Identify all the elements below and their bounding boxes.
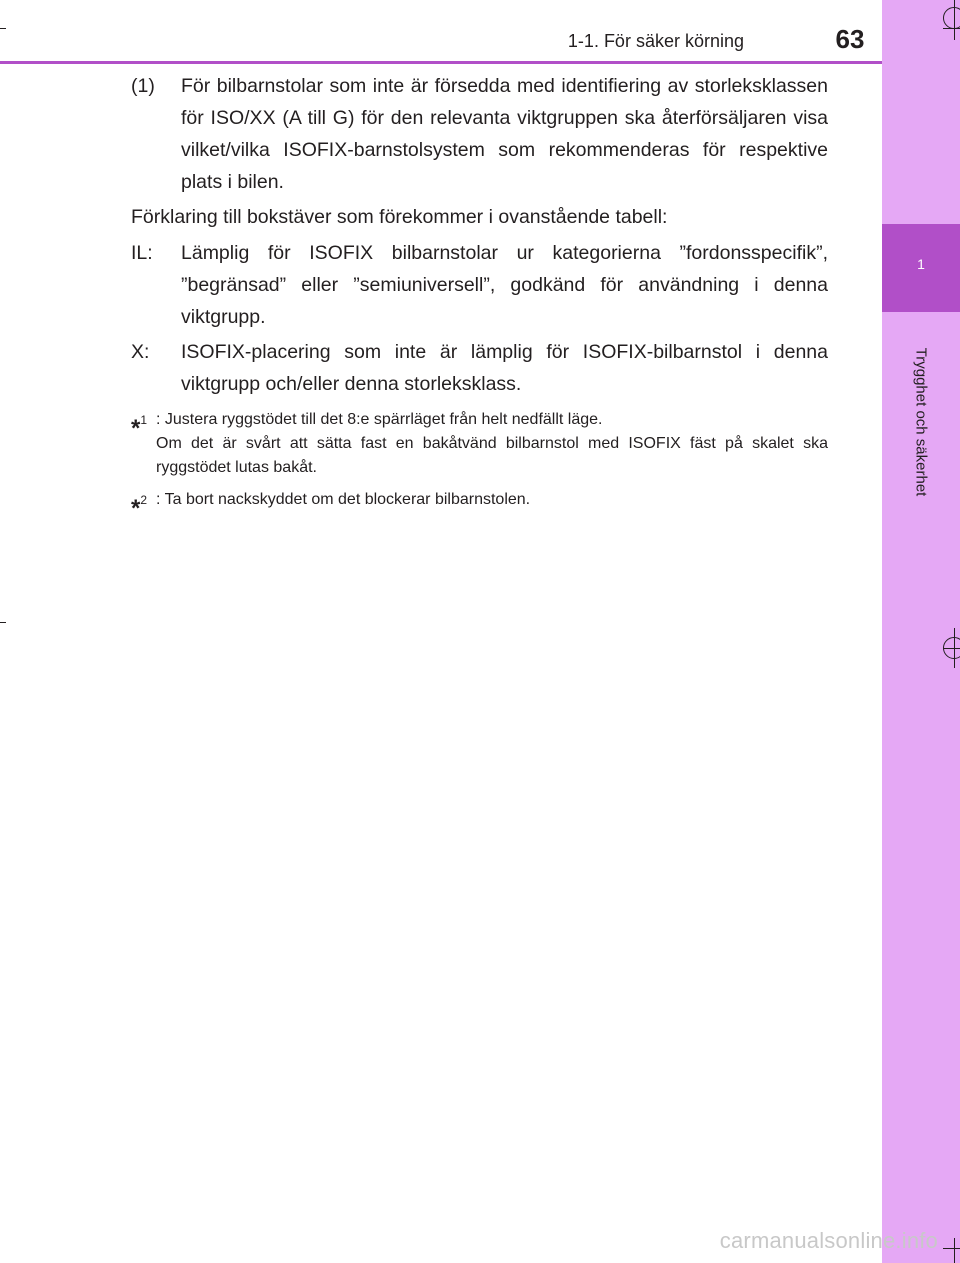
chapter-number: 1 bbox=[917, 256, 925, 272]
footnote-1 bbox=[131, 408, 828, 480]
registration-mark-icon bbox=[943, 7, 960, 29]
chapter-sidebar bbox=[882, 0, 960, 1263]
legend-il bbox=[131, 237, 828, 333]
legend-x bbox=[131, 336, 828, 400]
section-title: 1-1. För säker körning bbox=[567, 31, 744, 51]
page-number: 63 bbox=[835, 24, 865, 54]
note-1 bbox=[131, 70, 828, 198]
note-1-text: För bilbarnstolar som inte är försedda med identifiering av storleksklassen för ISO/XX (A till G) för den relevanta viktgruppen ska återförsäljaren visa vilket/vilka ISOFIX-barnstolsystem som rekommenderas för respektive plats i bilen. bbox=[181, 75, 828, 193]
footnote-2-number: 2 bbox=[140, 493, 148, 507]
legend-x-label: X: bbox=[131, 341, 150, 363]
legend-x-text: ISOFIX-placering som inte är lämplig för ISOFIX-bilbarnstol i denna viktgrupp och/eller denna storleksklass. bbox=[181, 341, 828, 395]
registration-mark-icon bbox=[943, 637, 960, 659]
footnote-2-text: : Ta bort nackskyddet om det blockerar bilbarnstolen. bbox=[156, 491, 531, 508]
chapter-tab bbox=[882, 224, 960, 312]
footnote-1-text: : Justera ryggstödet till det 8:e spärrläget från helt nedfällt läge. bbox=[156, 411, 603, 428]
footnote-1-number: 1 bbox=[140, 413, 148, 427]
watermark: carmanualsonline.info bbox=[719, 1228, 938, 1253]
footnote-1-marker bbox=[131, 408, 156, 480]
footnote-1-text-2: Om det är svårt att sätta fast en bakåtvänd bilbarnstol med ISOFIX fäst på skalet ska ryggstödet lutas bakåt. bbox=[156, 435, 828, 476]
crop-mark bbox=[0, 622, 6, 623]
footnote-2-marker bbox=[131, 488, 156, 521]
note-1-label: (1) bbox=[131, 75, 155, 97]
header-rule bbox=[0, 61, 882, 64]
legend-intro: Förklaring till bokstäver som förekommer i ovanstående tabell: bbox=[131, 206, 668, 228]
legend-il-label: IL: bbox=[131, 242, 153, 264]
legend-il-text: Lämplig för ISOFIX bilbarnstolar ur kategorierna ”fordonsspecifik”, ”begränsad” eller ”semiuniversell”, godkänd för användning i denna viktgrupp. bbox=[181, 242, 828, 328]
footnote-1-star: * bbox=[131, 415, 141, 442]
crop-mark bbox=[0, 28, 6, 29]
crop-mark bbox=[954, 1238, 955, 1263]
footnote-2 bbox=[131, 488, 828, 521]
chapter-title: Trygghet och säkerhet bbox=[912, 347, 930, 497]
page-content bbox=[131, 70, 828, 521]
footnote-2-star: * bbox=[131, 495, 141, 522]
crop-mark bbox=[943, 1248, 960, 1249]
footnote-1-body bbox=[156, 408, 828, 480]
